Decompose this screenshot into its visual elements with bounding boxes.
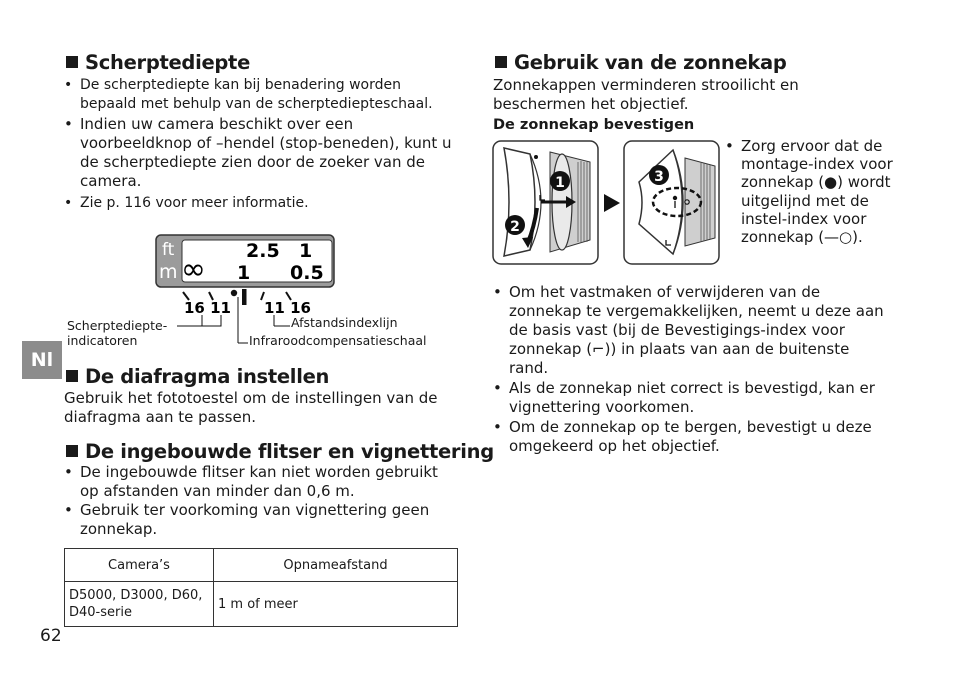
table-cell: D5000, D3000, D60, D40-serie	[65, 582, 214, 627]
scale-value-05: 0.5	[290, 262, 324, 284]
table-header-row	[65, 549, 458, 582]
heading-square-icon	[66, 370, 78, 382]
camera-table	[64, 548, 458, 627]
subheading-zonnekap-bevestigen: De zonnekap bevestigen	[493, 117, 695, 133]
svg-text:1: 1	[555, 175, 565, 191]
heading-scherptediepte	[66, 51, 250, 74]
heading-zonnekap	[495, 51, 787, 74]
label-afstandsindexlijn: Afstandsindexlijn	[291, 315, 398, 330]
heading-text: De diafragma instellen	[85, 365, 330, 388]
infrared-index-dot	[231, 290, 237, 296]
unit-m: m	[159, 261, 178, 283]
heading-square-icon	[495, 56, 507, 68]
list-item: • Gebruik ter voorkoming van vignettering geen zonnekap.	[64, 501, 456, 539]
zonnekap-intro: Zonnekappen verminderen strooilicht en beschermen het objectief.	[493, 76, 799, 113]
heading-square-icon	[66, 56, 78, 68]
svg-text:3: 3	[654, 169, 664, 185]
scherptediepte-list	[64, 76, 456, 213]
list-item: • Om de zonnekap op te bergen, bevestigt u deze omgekeerd op het objectief.	[493, 418, 893, 456]
zonnekap-list	[493, 283, 893, 456]
alignment-note: • Zorg ervoor dat de montage-index voor zonnekap (●) wordt uitgelijnd met de instel-index voor zonnekap (—○).	[725, 137, 911, 246]
hood-attach-figure-1	[492, 140, 600, 266]
table-header: Camera’s	[65, 549, 214, 582]
table-row	[65, 582, 458, 627]
heading-diafragma	[66, 365, 329, 388]
flitser-list	[64, 463, 456, 539]
heading-text: Gebruik van de zonnekap	[514, 51, 787, 74]
list-item: • Om het vastmaken of verwijderen van de zonnekap te vergemakkelijken, neemt u deze aan de basis vast (bij de Bevestigings-index voor zonnekap (⌐)) in plaats van aan de buitenste rand.	[493, 283, 893, 378]
svg-text:2: 2	[510, 219, 520, 235]
clip-mask	[335, 240, 341, 282]
scale-numbers-right: 11 16	[264, 299, 311, 317]
table-cell: 1 m of meer	[214, 582, 458, 627]
hood-attach-figure-2	[623, 140, 721, 266]
list-item: • De scherptediepte kan bij benadering worden bepaald met behulp van de scherptediepteschaal.	[64, 76, 456, 113]
page-number: 62	[40, 626, 62, 646]
infinity-symbol: ∞	[181, 252, 206, 287]
scale-value-25: 2.5	[246, 240, 280, 262]
list-item: • Als de zonnekap niet correct is bevestigd, kan er vignettering voorkomen.	[493, 379, 893, 417]
heading-text: De ingebouwde flitser en vignettering	[85, 440, 494, 463]
list-item: • Zie p. 116 voor meer informatie.	[64, 194, 456, 213]
scale-value-1ft: 1	[299, 240, 313, 262]
list-item: • Indien uw camera beschikt over een voorbeeldknop of –hendel (stop-beneden), kunt u de scherptediepte zien door de zoeker van de camera.	[64, 115, 456, 191]
heading-square-icon	[66, 445, 78, 457]
label-infraroodcompensatieschaal: Infraroodcompensatieschaal	[249, 333, 427, 348]
distance-index-line	[242, 289, 247, 305]
unit-ft: ft	[162, 240, 175, 260]
diafragma-text: Gebruik het fototoestel om de instellingen van de diafragma aan te passen.	[64, 389, 438, 426]
label-scherptediepte-indicatoren: Scherptediepte- indicatoren	[67, 318, 168, 348]
heading-flitser	[66, 440, 494, 463]
list-item: • De ingebouwde flitser kan niet worden gebruikt op afstanden van minder dan 0,6 m.	[64, 463, 456, 501]
language-tab: Nl	[22, 341, 62, 379]
table-header: Opnameafstand	[214, 549, 458, 582]
scale-value-1m: 1	[237, 262, 251, 284]
next-step-arrow-icon	[602, 192, 622, 214]
heading-text: Scherptediepte	[85, 51, 251, 74]
scale-numbers-left: 16 11	[184, 299, 231, 317]
